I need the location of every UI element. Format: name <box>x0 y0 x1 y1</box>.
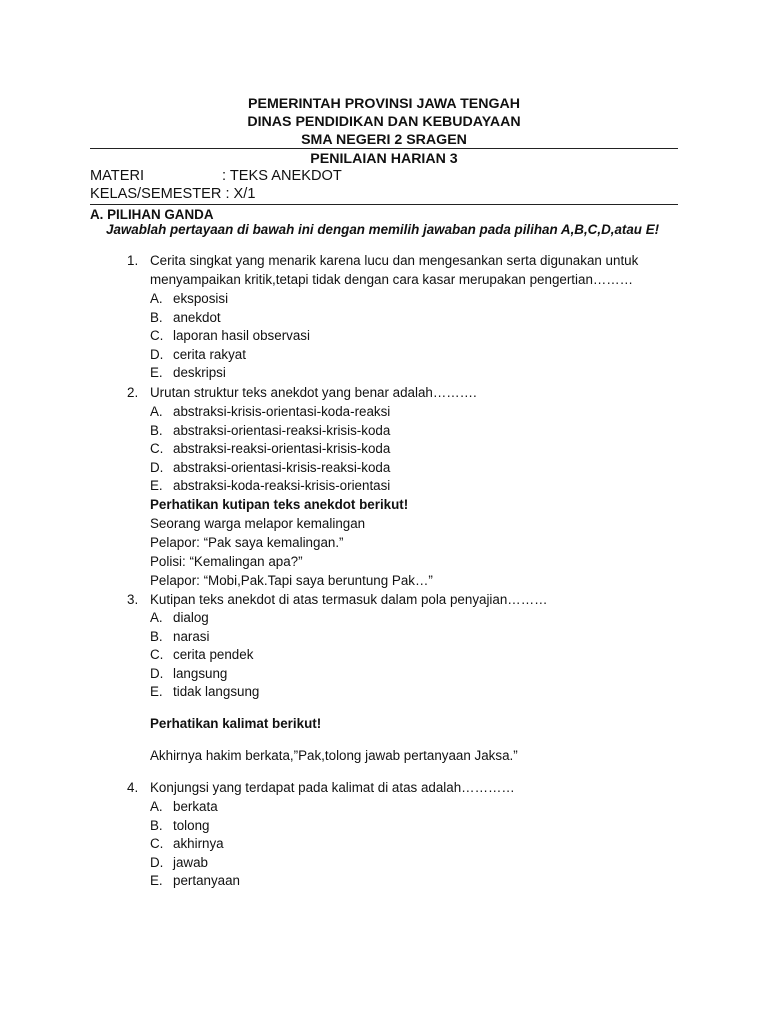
header-line-2: DINAS PENDIDIKAN DAN KEBUDAYAAN <box>247 114 521 130</box>
question-3-options <box>150 609 259 702</box>
option-letter: D. <box>150 665 164 681</box>
option-letter: C. <box>150 328 164 344</box>
option <box>150 327 310 346</box>
option-text: akhirnya <box>173 836 224 852</box>
question-text: Urutan struktur teks anekdot yang benar adalah………. <box>150 385 477 400</box>
option-text: laporan hasil observasi <box>173 328 310 344</box>
materi-row <box>90 167 342 185</box>
option-letter: D. <box>150 459 164 475</box>
header-divider <box>90 148 678 149</box>
option-letter: B. <box>150 309 163 325</box>
option <box>150 403 390 422</box>
sentence-text: Akhirnya hakim berkata,”Pak,tolong jawab pertanyaan Jaksa.” <box>150 748 518 763</box>
question-number: 3. <box>127 592 139 607</box>
option-text: jawab <box>173 854 208 870</box>
question-number: 4. <box>127 780 139 795</box>
option <box>150 798 240 817</box>
school-header <box>90 95 678 149</box>
option-text: anekdot <box>173 309 221 325</box>
option-text: langsung <box>173 665 228 681</box>
question-2 <box>127 384 680 403</box>
option-letter: E. <box>150 873 163 889</box>
question-number: 1. <box>127 253 139 268</box>
option-letter: D. <box>150 346 164 362</box>
option-letter: B. <box>150 628 163 644</box>
option-letter: B. <box>150 422 163 438</box>
option-text: abstraksi-koda-reaksi-krisis-orientasi <box>173 478 391 494</box>
option <box>150 835 240 854</box>
section-instruction: Jawablah pertayaan di bawah ini dengan memilih jawaban pada pilihan A,B,C,D,atau E! <box>106 222 660 237</box>
option-text: abstraksi-orientasi-krisis-reaksi-koda <box>173 459 391 475</box>
option <box>150 440 390 459</box>
option-text: tidak langsung <box>173 684 260 700</box>
option <box>150 477 390 496</box>
option-letter: C. <box>150 836 164 852</box>
option-text: deskripsi <box>173 365 226 381</box>
option-text: abstraksi-reaksi-orientasi-krisis-koda <box>173 441 391 457</box>
meta-divider <box>90 204 678 205</box>
question-text: Konjungsi yang terdapat pada kalimat di atas adalah………… <box>150 780 515 795</box>
option-text: tolong <box>173 817 210 833</box>
option-letter: A. <box>150 799 163 814</box>
materi-label: MATERI <box>90 168 145 184</box>
option-text: eksposisi <box>173 291 229 306</box>
option <box>150 683 259 702</box>
option <box>150 817 240 836</box>
question-1-options <box>150 290 310 383</box>
option-letter: E. <box>150 684 163 700</box>
question-1 <box>127 252 680 289</box>
option <box>150 290 310 309</box>
excerpt-line: Seorang warga melapor kemalingan <box>150 516 366 531</box>
option <box>150 422 390 441</box>
header-line-3: SMA NEGERI 2 SRAGEN <box>301 132 467 148</box>
option-letter: A. <box>150 404 163 419</box>
kelas-row: KELAS/SEMESTER : X/1 <box>90 186 256 202</box>
option-letter: E. <box>150 365 163 381</box>
option <box>150 872 240 891</box>
option-text: narasi <box>173 628 210 644</box>
option-letter: E. <box>150 478 163 494</box>
sentence-heading: Perhatikan kalimat berikut! <box>150 716 322 731</box>
option <box>150 854 240 873</box>
option <box>150 364 310 383</box>
excerpt-line: Polisi: “Kemalingan apa?” <box>150 554 303 569</box>
option-text: berkata <box>173 799 218 814</box>
option-letter: B. <box>150 817 163 833</box>
option-letter: C. <box>150 441 164 457</box>
excerpt-heading: Perhatikan kutipan teks anekdot berikut! <box>150 497 409 512</box>
option <box>150 628 259 647</box>
excerpt-line: Pelapor: “Pak saya kemalingan.” <box>150 535 344 550</box>
option <box>150 609 259 628</box>
option-text: cerita pendek <box>173 647 254 663</box>
header-line-1: PEMERINTAH PROVINSI JAWA TENGAH <box>248 96 520 112</box>
option <box>150 346 310 365</box>
question-4-options <box>150 798 240 891</box>
option <box>150 665 259 684</box>
option-letter: D. <box>150 854 164 870</box>
option-text: abstraksi-orientasi-reaksi-krisis-koda <box>173 422 391 438</box>
question-2-options <box>150 403 390 496</box>
question-4 <box>127 779 680 798</box>
option <box>150 459 390 478</box>
question-number: 2. <box>127 385 139 400</box>
excerpt-line: Pelapor: “Mobi,Pak.Tapi saya beruntung Pak…” <box>150 573 433 588</box>
section-heading: A. PILIHAN GANDA <box>90 207 214 222</box>
exam-title: PENILAIAN HARIAN 3 <box>310 151 458 167</box>
option-text: dialog <box>173 610 209 625</box>
option-text: cerita rakyat <box>173 346 246 362</box>
question-text: Kutipan teks anekdot di atas termasuk dalam pola penyajian……… <box>150 592 548 607</box>
option-letter: C. <box>150 647 164 663</box>
question-3 <box>127 591 680 610</box>
materi-value: : TEKS ANEKDOT <box>222 168 342 184</box>
option <box>150 646 259 665</box>
option-text: abstraksi-krisis-orientasi-koda-reaksi <box>173 404 391 419</box>
option-letter: A. <box>150 291 163 306</box>
option-text: pertanyaan <box>173 873 241 889</box>
question-text: Cerita singkat yang menarik karena lucu dan mengesankan serta digunakan untuk menyampaikan kritik,tetapi tidak dengan cara kasar merupakan pengertian……… <box>150 253 639 287</box>
option <box>150 309 310 328</box>
anecdote-excerpt <box>150 496 670 591</box>
option-letter: A. <box>150 610 163 625</box>
